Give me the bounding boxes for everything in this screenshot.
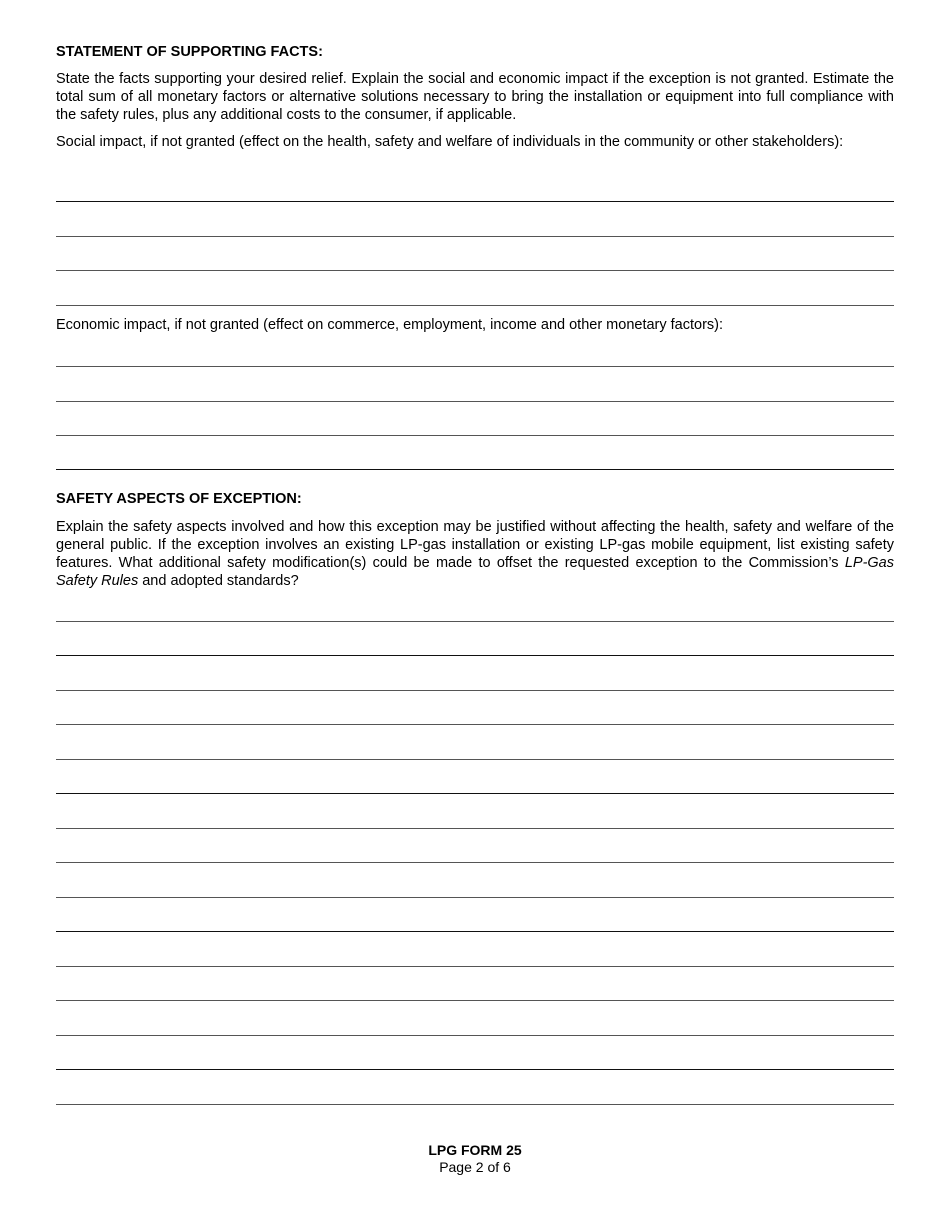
safety-line-5[interactable]	[56, 759, 894, 760]
safety-intro-tail: and adopted standards?	[138, 573, 299, 589]
safety-line-7[interactable]	[56, 828, 894, 829]
safety-line-15[interactable]	[56, 1104, 894, 1105]
social-impact-line-3[interactable]	[56, 270, 894, 271]
economic-impact-line-1[interactable]	[56, 366, 894, 367]
safety-line-9[interactable]	[56, 897, 894, 898]
safety-line-6[interactable]	[56, 793, 894, 794]
safety-line-4[interactable]	[56, 724, 894, 725]
economic-impact-line-3[interactable]	[56, 435, 894, 436]
safety-line-14[interactable]	[56, 1069, 894, 1070]
social-impact-line-4[interactable]	[56, 305, 894, 306]
safety-line-8[interactable]	[56, 862, 894, 863]
economic-impact-line-4[interactable]	[56, 469, 894, 470]
safety-line-3[interactable]	[56, 690, 894, 691]
safety-line-11[interactable]	[56, 966, 894, 967]
safety-intro-text: Explain the safety aspects involved and how this exception may be justified without affecting the health, safety and welfare of the general public. If the exception involves an existing LP-gas installation or existing LP-gas mobile equipment, list existing safety features. What additional safety modification(s) could be made to offset the requested exception to the Commission’s	[56, 519, 894, 571]
page-footer	[0, 1142, 950, 1176]
safety-line-2[interactable]	[56, 655, 894, 656]
economic-impact-line-2[interactable]	[56, 401, 894, 402]
safety-line-10[interactable]	[56, 931, 894, 932]
social-impact-prompt: Social impact, if not granted (effect on the health, safety and welfare of individuals in the community or other stakeholders):	[56, 134, 844, 150]
form-id: LPG FORM 25	[428, 1142, 522, 1158]
safety-rules-title: LP-Gas Safety Rules	[56, 555, 894, 589]
social-impact-line-2[interactable]	[56, 236, 894, 237]
supporting-facts-heading: STATEMENT OF SUPPORTING FACTS:	[56, 44, 323, 60]
economic-impact-prompt: Economic impact, if not granted (effect on commerce, employment, income and other monetary factors):	[56, 317, 724, 333]
safety-aspects-heading: SAFETY ASPECTS OF EXCEPTION:	[56, 491, 302, 507]
safety-line-13[interactable]	[56, 1035, 894, 1036]
page-number: Page 2 of 6	[439, 1159, 511, 1175]
social-impact-line-1[interactable]	[56, 201, 894, 202]
supporting-facts-instructions: State the facts supporting your desired relief. Explain the social and economic impact if the exception is not granted. Estimate the total sum of all monetary factors or alternative solutions necessary to bring the installation or equipment into full compliance with the safety rules, plus any additional costs to the consumer, if applicable.	[56, 71, 894, 123]
safety-aspects-instructions	[56, 518, 894, 590]
safety-line-12[interactable]	[56, 1000, 894, 1001]
safety-line-1[interactable]	[56, 621, 894, 622]
